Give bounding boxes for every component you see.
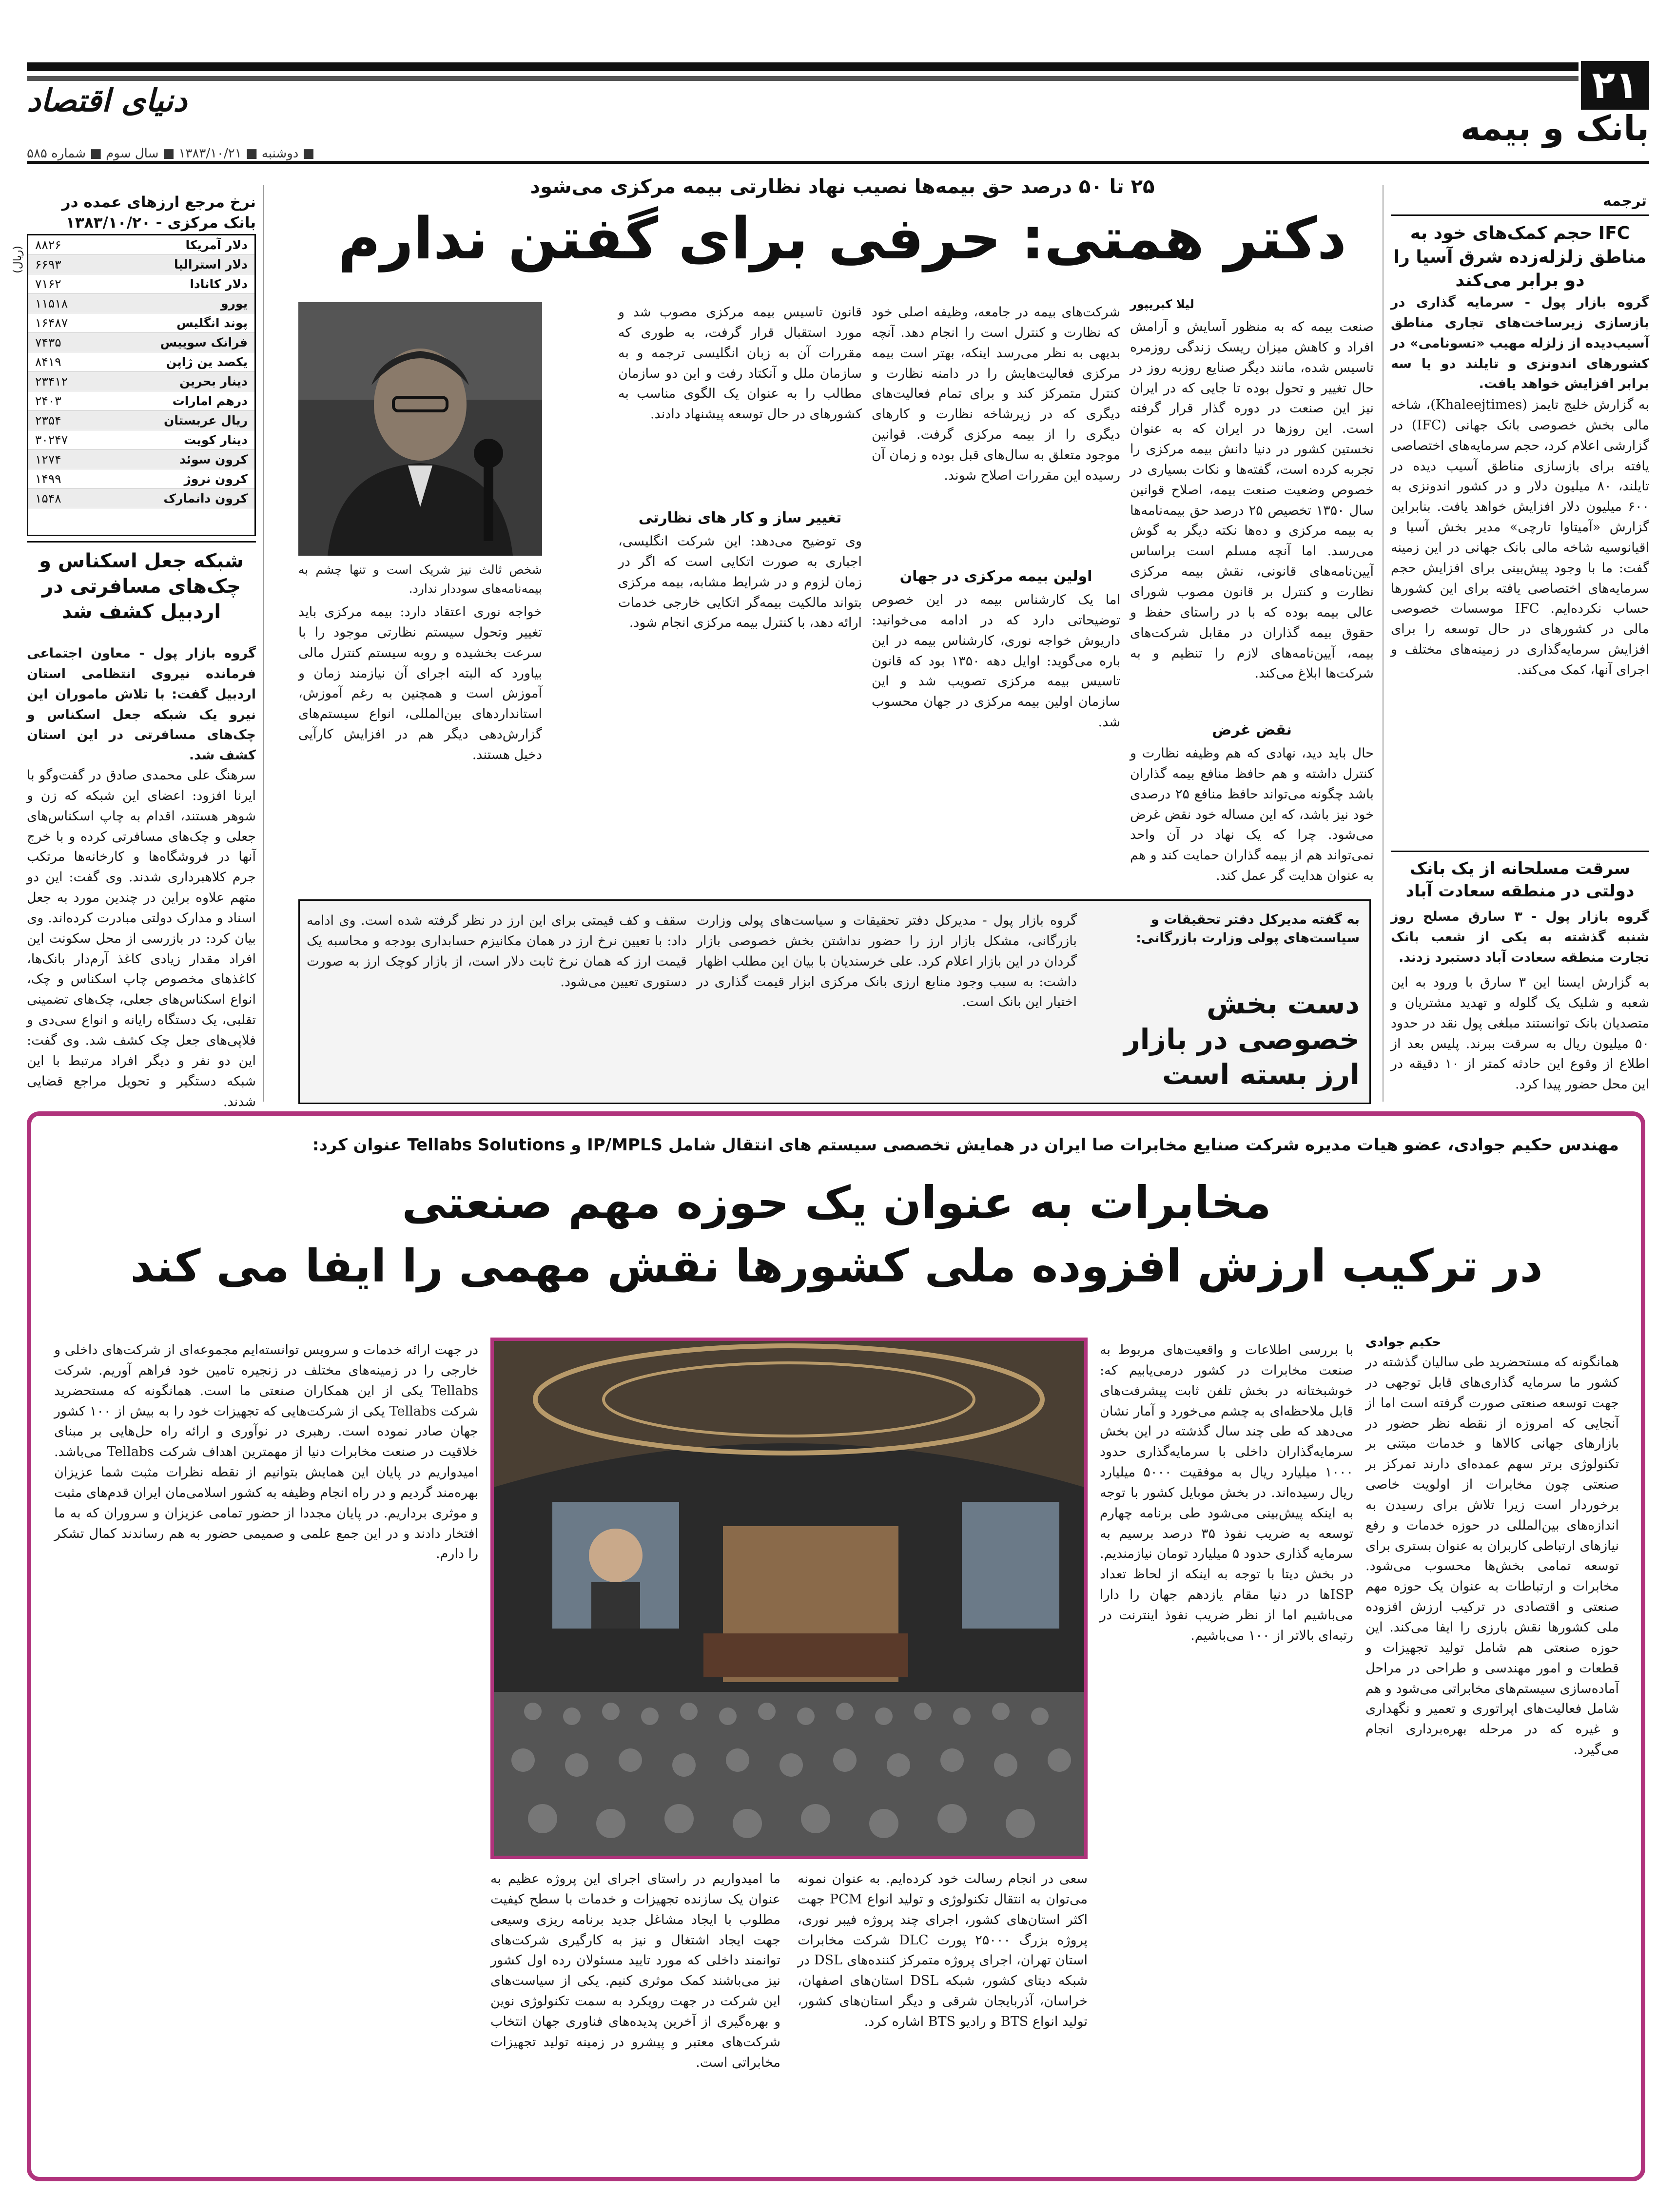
ifc-headline: IFC حجم کمک‌های خود به مناطق زلزله‌زده شرق آسیا را دو برابر می‌کند <box>1393 223 1647 291</box>
rates-table <box>27 234 256 536</box>
rate-currency-name: فرانک سوییس <box>160 335 248 349</box>
main-col1b: حال باید دید، نهادی که هم وظیفه نظارت و کنترل داشته و هم حافظ منافع بیمه گذاران باشد چگونه می‌تواند حافظ منافع ۲۵ درصدی خود نیز باشد، که این مساله خود نقض غرض می‌شود. چرا که یک نهاد در آن واحد نمی‌تواند هم از بیمه گذاران حمایت کند و هم به عنوان هدایت گر عمل کند. <box>1130 746 1374 884</box>
main-col2b: اما یک کارشناس بیمه در این خصوص توضیحاتی دارد که در ادامه می‌خوانید: داریوش خواجه نوری، کارشناس بیمه در این باره می‌گوید: اوایل دهه ۱۳۵۰ بود که قانون تاسیس بیمه مرکزی تصویب شد و این سازمان اولین بیمه مرکزی در جهان محسوب شد. <box>872 592 1120 730</box>
conference-photo <box>490 1338 1088 1859</box>
rate-value: ۱۴۹۹ <box>35 472 61 486</box>
masthead-top-rule <box>27 62 1579 71</box>
rate-row <box>28 274 254 294</box>
interview-col2: سقف و کف قیمتی برای این ارز در نظر گرفته شده است. وی ادامه داد: با تعیین نرخ ارز در همان مکانیزم حسابداری بودجه و محاسبه یک قیمت ارز که همان نرخ ثابت دلار است، از بازار کوچک ارز به صورت دستوری تعیین می‌شود. <box>307 913 687 990</box>
rate-row <box>28 450 254 469</box>
rate-currency-name: پوند انگلیس <box>176 316 248 330</box>
feature-col3: سعی در انجام رسالت خود کرده‌ایم. به عنوان نمونه می‌توان به انتقال تکنولوژی و تولید انواع PCM جهت اکثر استان‌های کشور، اجرای چند پروژه فیبر نوری، پروژه بزرگ ۲۵۰۰۰ پورت DLC شرکت مخابرات استان تهران، اجرای پروژه متمرکز کننده‌های DSL در شبکه دیتای کشور، شبکه DSL استان‌های اصفهان، خراسان، آذربایجان شرقی و دیگر استان‌های کشور، تولید انواع BTS و رادیو BTS اشاره کرد. <box>798 1871 1088 2029</box>
main-kicker: ۲۵ تا ۵۰ درصد حق بیمه‌ها نصیب نهاد نظارتی بیمه مرکزی می‌شود <box>530 175 1155 198</box>
page-number: ۲۱ <box>1581 61 1649 110</box>
counterfeit-body: سرهنگ علی محمدی صادق در گفت‌وگو با ایرنا افزود: اعضای این شبکه که زن و شوهر هستند، اقدام به چاپ اسکناس‌های جعلی و چک‌های مسافرتی کرده و با خرج آنها در فروشگاه‌ها و کارخانه‌ها مرتکب جرم کلاهبرداری شدند. وی گفت: این دو متهم علاوه براین در چندین مورد به جعل اسناد و مدارک دولتی مبادرت کرده‌اند. وی بیان کرد: در بازرسی از محل سکونت این افراد مقدار زیادی کاغذ آرم‌دار بانک‌ها، کاغذهای مخصوص چاپ اسکناس و چک، انواع اسکناس‌های جعلی، چک‌های تضمینی تقلبی، یک دستگاه رایانه و انواع سی‌دی و فلاپی‌های جعل چک کشف شد. وی گفت: این دو نفر و دیگر افراد مرتبط با این شبکه دستگیر و تحویل مراجع قضایی شدند. <box>27 768 256 1109</box>
robbery-headline: سرقت مسلحانه از یک بانک دولتی در منطقه سعادت آباد <box>1405 859 1635 901</box>
ifc-body: به گزارش خلیج تایمز (Khaleejtimes)، شاخه مالی بخش خصوصی بانک جهانی (IFC) در گزارشی اعلام کرد، حجم سرمایه‌های اختصاصی یافته برای بازسازی مناطق آسیب دیده در تایلند، ۸۰ میلیون دلار و در کشور اندونزی به ۶۰۰ میلیون دلار افزایش خواهد یافت. بنابراین گزارش «آمیتاوا تارچی» مدیر بخش آسیا و اقیانوسیه شاخه مالی بانک جهانی در این زمینه گفت: ما با وجود پیش‌بینی برای افزایش حجم سرمایه‌های اختصاصی یافته برای این کشورها حساب نکرده‌ایم. IFC موسسات خصوصی مالی در کشورهای در حال توسعه را برای افزایش سرمایه‌گذاری در زمینه‌های مختلف و اجرای آنها، کمک می‌کند. <box>1391 397 1649 678</box>
interview-headline: دست بخش خصوصی در بازار ارز بسته است <box>1124 987 1360 1091</box>
rate-currency-name: دلار آمریکا <box>185 238 248 252</box>
masthead-secondary-rule <box>27 76 1579 81</box>
ifc-top-rule <box>1391 214 1649 216</box>
main-byline: لیلا کبریپور <box>1130 297 1194 311</box>
column-divider-right <box>1383 185 1384 1102</box>
rate-value: ۱۱۵۱۸ <box>35 296 68 310</box>
rate-currency-name: دینار کویت <box>184 433 248 447</box>
rate-row <box>28 313 254 333</box>
feature-frame <box>27 1111 1645 2181</box>
portrait-illustration <box>298 302 542 556</box>
rate-row <box>28 294 254 313</box>
feature-col1: همانگونه که مستحضرید طی سالیان گذشته در کشور ما سرمایه گذاری‌های قابل توجهی در جهت توسعه صنعتی صورت گرفته است اما از آنجایی که امروزه از نقطه نظر حضور در بازارهای جهانی کالاها و خدمات مبتنی بر تکنولوژی برتر سهم عمده‌ای دارند تمرکز بر صنعتی چون مخابرات از اولویت خاصی برخوردار است زیرا تلاش برای رسیدن به اندازه‌های بین‌المللی در حوزه خدمات و رفع نیازهای ارتباطی کاربران به عنوان بستری برای توسعه تمامی بخش‌ها محسوب می‌شود. مخابرات و ارتباطات به عنوان یک حوزه مهم صنعتی و اقتصادی در ترکیب ارزش افزوده ملی کشورها نقش بارزی را ایفا می‌کند. این حوزه صنعتی هم شامل تولید تجهیزات و قطعات و امور مهندسی و طراحی در مراحل آماده‌سازی سیستم‌های مخابراتی می‌شود و هم شامل فعالیت‌های اپراتوری و تعمیر و نگهداری و غیره که در مرحله بهره‌برداری انجام می‌گیرد. <box>1365 1355 1619 1758</box>
translation-tag: ترجمه <box>1603 193 1647 210</box>
rate-currency-name: دینار بحرین <box>179 374 248 388</box>
rates-unit: (ریال) <box>11 246 24 273</box>
rate-row <box>28 255 254 274</box>
feature-col2: با بررسی اطلاعات و واقعیت‌های مربوط به صنعت مخابرات در کشور درمی‌یابیم که: خوشبختانه در بخش تلفن ثابت پیشرفت‌های قابل ملاحظه‌ای به چشم می‌خورد و آمار نشان می‌دهد که طی چند سال گذشته در این بخش سرمایه‌گذاران داخلی با سرمایه‌گذاری حدود ۱۰۰۰ میلیارد ریال به موفقیت ۵۰۰۰ میلیارد ریال رسیده‌اند. در بخش موبایل کشور با توجه به اینکه پیش‌بینی می‌شود طی برنامه چهارم توسعه به ضریب نفوذ ۳۵ درصد برسیم به سرمایه گذاری حدود ۵ میلیارد تومان نیازمندیم. در بخش دیتا با توجه به اینکه از لحاظ تعداد ISPها در دنیا مقام یازدهم جهان را دارا می‌باشیم اما از نظر ضریب نفوذ اینترنت در رتبه‌ای بالاتر از ۱۰۰ می‌باشیم. <box>1100 1342 1353 1643</box>
feature-col5: در جهت ارائه خدمات و سرویس توانسته‌ایم مجموعه‌ای از شرکت‌های داخلی و خارجی را در زمینه‌های مختلف در زنجیره تامین خود فراهم آوریم. شرکت Tellabs یکی از این همکاران صنعتی ما است. همانگونه که مستحضرید شرکت Tellabs یکی از شرکت‌هایی که تجهیزات خود را به بیش از ۱۰۰ کشور جهان صادر نموده است. رهبری در نوآوری و ارائه راه حل‌هایی بر مبنای خلاقیت در صنعت مخابرات دنیا از مهمترین اهداف شرکت Tellabs می‌باشد. امیدواریم در پایان این همایش بتوانیم از نقطه نظرات مثبت شما عزیزان بهره‌مند گردیم و در راه انجام وظیفه به کشور اسلامی‌مان ایران قدم‌های مثبت و موثری برداریم. در پایان مجددا از حضور تمامی عزیزان و سروران که به ما افتخار دادند و در این جمع علمی و صمیمی حضور به هم رساندند کمال تشکر را دارم. <box>54 1342 478 1562</box>
feature-headline-line2: در ترکیب ارزش افزوده ملی کشورها نقش مهمی را ایفا می کند <box>130 1240 1543 1292</box>
rate-value: ۲۳۵۴ <box>35 413 61 427</box>
rate-row <box>28 372 254 391</box>
rate-currency-name: کرون سوئد <box>179 452 248 466</box>
rate-currency-name: یورو <box>221 296 248 310</box>
main-col4: خواجه نوری اعتقاد دارد: بیمه مرکزی باید تغییر وتحول سیستم نظارتی موجود را با سرعت بخشیده و روبه سیستم کنترل مالی بیاورد که البته اجرای آن نیازمند زمان و آموزش است و همچنین به رغم آموزش، استانداردهای بین‌المللی، انواع سیستم‌های گزارش‌دهی دیگر هم در افزایش کارآیی دخیل هستند. <box>298 604 542 762</box>
ifc-lead: گروه بازار پول - سرمایه گذاری در بازسازی زیرساخت‌های تجاری مناطق آسیب‌دیده از زلزله مهیب «تسونامی» در کشورهای اندونزی و تایلند دو یا سه برابر افزایش خواهد یافت. <box>1391 295 1649 392</box>
main-col3b: وی توضیح می‌دهد: این شرکت انگلیسی، اجباری به صورت اتکایی است که اگر در زمان لزوم و در شرایط مشابه، بیمه مرکزی بتواند مالکیت بیمه‌گر اتکایی خارجی خدمات ارائه دهد، با کنترل بیمه مرکزی انجام شود. <box>618 534 862 631</box>
feature-kicker: مهندس حکیم جوادی، عضو هیات مدیره شرکت صنایع مخابرات صا ایران در همایش تخصصی سیستم های انتقال شامل IP/MPLS و Tellabs Solutions عنوان کرد: <box>312 1135 1619 1155</box>
interview-col1: گروه بازار پول - مدیرکل دفتر تحقیقات و سیاست‌های پولی وزارت بازرگانی، مشکل بازار ارز را حضور نداشتن بخش خصوصی بازار گردان در این بازار اعلام کرد. علی خرسندیان با بیان این مطلب اظهار داشت: به سبب وجود منابع ارزی بانک مرکزی ابزار قیمت گذاری در اختیار این بانک است. <box>697 913 1077 1010</box>
counterfeit-top-rule <box>27 541 256 543</box>
rate-row <box>28 391 254 411</box>
rate-row <box>28 352 254 372</box>
rate-value: ۲۴۰۳ <box>35 394 61 408</box>
rate-currency-name: دلار استرالیا <box>174 257 248 272</box>
rate-row <box>28 235 254 255</box>
counterfeit-lead: گروه بازار پول - معاون اجتماعی فرمانده نیروی انتظامی استان اردبیل گفت: با تلاش ماموران این نیرو یک شبکه جعل اسکناس و چک‌های مسافرتی در این استان کشف شد. <box>27 646 256 763</box>
rate-value: ۱۲۷۴ <box>35 452 61 466</box>
rate-value: ۱۵۴۸ <box>35 491 61 505</box>
rate-value: ۲۳۴۱۲ <box>35 374 68 388</box>
column-divider-left <box>263 185 264 1102</box>
rate-currency-name: یکصد ین ژاپن <box>166 355 248 369</box>
section-rule <box>27 161 1649 164</box>
rate-currency-name: کرون دانمارک <box>163 491 248 505</box>
rate-currency-name: کرون نروژ <box>184 472 248 486</box>
rates-title: نرخ مرجع ارزهای عمده در بانک مرکزی - ۱۳۸۳/۱۰/۲۰ <box>61 194 256 232</box>
rate-row <box>28 469 254 489</box>
feature-byline: حکیم جوادی <box>1365 1335 1442 1350</box>
rate-currency-name: دلار کانادا <box>190 277 248 291</box>
robbery-body: به گزارش ایسنا این ۳ سارق با ورود به این شعبه و شلیک یک گلوله و تهدید مشتریان و متصدیان بانک توانستند مبلغی پول نقد در حدود ۵۰ میلیون ریال به سرقت ببرند. پلیس بعد از اطلاع از وقوع این حادثه کمتر از ۱۰ دقیقه در این محل حضور پیدا کرد. <box>1391 975 1649 1092</box>
rate-row <box>28 411 254 430</box>
rate-row <box>28 333 254 352</box>
robbery-lead: گروه بازار پول - ۳ سارق مسلح روز شنبه گذشته به یکی از شعب بانک تجارت منطقه سعادت آباد دستبرد زدند. <box>1391 909 1649 965</box>
photo-caption: شخص ثالث نیز شریک است و تنها چشم به بیمه‌نامه‌های سوددار ندارد. <box>298 563 542 596</box>
rate-value: ۸۴۱۹ <box>35 355 61 369</box>
dateline: ■ دوشنبه ■ ۱۳۸۳/۱۰/۲۱ ■ سال سوم ■ شماره ۵۸۵ <box>27 146 315 161</box>
brand-logo: دنیای اقتصاد <box>27 83 187 119</box>
main-col1-subhead: نقض غرض <box>1212 721 1292 738</box>
feature-col4: ما امیدواریم در راستای اجرای این پروژه عظیم به عنوان یک سازنده تجهیزات و خدمات با سطح کیفیت مطلوب با ایجاد مشاغل جدید برنامه ریزی وسیعی جهت ایجاد اشتغال و نیز به کارگیری شرکت‌های توانمند داخلی که مورد تایید مسئولان رده اول کشور نیز می‌باشند کمک موثری کنیم. یکی از سیاست‌های این شرکت در جهت رویکرد به سمت تکنولوژی نوین و بهره‌گیری از آخرین پدیده‌های فناوری جهان انتخاب شرکت‌های معتبر و پیشرو در زمینه تولید تجهیزات مخابراتی است. <box>490 1871 780 2070</box>
counterfeit-headline: شبکه جعل اسکناس و چک‌های مسافرتی در اردبیل کشف شد <box>39 550 244 623</box>
rate-row <box>28 430 254 450</box>
interview-kicker: به گفته مدیرکل دفتر تحقیقات و سیاست‌های پولی وزارت بازرگانی: <box>1136 912 1360 946</box>
rate-value: ۶۶۹۳ <box>35 257 61 272</box>
rate-value: ۳۰۲۴۷ <box>35 433 68 447</box>
robbery-top-rule <box>1391 851 1649 852</box>
main-story-photo <box>298 302 542 556</box>
rate-value: ۸۸۲۶ <box>35 238 61 252</box>
rate-value: ۷۴۳۵ <box>35 335 61 349</box>
rate-row <box>28 489 254 508</box>
main-headline: دکتر همتی: حرفی برای گفتن ندارم <box>338 205 1347 272</box>
rate-value: ۱۶۴۸۷ <box>35 316 68 330</box>
main-col3-subhead: تغییر ساز و کار های نظارتی <box>638 509 842 526</box>
main-col2-subhead: اولین بیمه مرکزی در جهان <box>899 568 1092 585</box>
main-col1: صنعت بیمه که به منظور آسایش و آرامش افراد و کاهش میزان ریسک زندگی روزمره تاسیس شده، مانند دیگر صنایع روزبه روز در حال تغییر و تحول بوده تا جایی که در ایران نیز این صنعت در دوره گذار قرار گرفته است. این روزها در ایران که به عنوان نخستین کشور در دنیا دانش بیمه مرکزی را تجربه کرده است، گفته‌ها و نکات بسیاری در خصوص وضعیت صنعت بیمه، اصلاح قوانین سال ۱۳۵۰ تخصیص ۲۵ درصد حق بیمه‌نامه‌ها به بیمه مرکزی و ده‌ها نکته دیگر به گوش می‌رسد. اما آنچه مسلم است براساس آیین‌نامه‌های قانونی، نقش بیمه مرکزی نظارت و کنترل بر قانون مصوب شورای عالی بیمه بوده که با در راستای حفظ و حقوق بیمه گذاران در مقابل شرکت‌های بیمه، آیین‌نامه‌های لازم را تنظیم و به شرکت‌ها ابلاغ می‌کند. <box>1130 319 1374 681</box>
rate-currency-name: درهم امارات <box>172 394 248 408</box>
rate-value: ۷۱۶۲ <box>35 277 61 291</box>
main-col2: شرکت‌های بیمه در جامعه، وظیفه اصلی خود که نظارت و کنترل است را انجام دهد. آنچه بدیهی به نظر می‌رسد اینکه، بهتر است بیمه مرکزی فعالیت‌هایش را در دامنه نظارت و کنترل متمرکز کند و برای تمام فعالیت‌های دیگری که در زیرشاخه نظارت و کارهای دیگری را از بیمه مرکزی گرفت. قوانین موجود متعلق به سال‌های قبل بوده و زمان آن رسیده این مقررات اصلاح شوند. <box>872 305 1120 483</box>
section-title: بانک و بیمه <box>1460 108 1649 148</box>
conference-illustration <box>494 1341 1084 1856</box>
feature-headline-line1: مخابرات به عنوان یک حوزه مهم صنعتی <box>402 1177 1271 1229</box>
rate-currency-name: ریال عربستان <box>164 413 248 427</box>
main-col3: قانون تاسیس بیمه مرکزی مصوب شد و مورد استقبال قرار گرفت، به طوری که مقررات آن به زبان انگلیسی ترجمه و به سازمان ملل و آنکتاد رفت و این دو سازمان مطالب را به عنوان یک الگوی مناسب به کشورهای در حال توسعه پیشنهاد دادند. <box>618 305 862 422</box>
interview-box <box>298 899 1371 1104</box>
